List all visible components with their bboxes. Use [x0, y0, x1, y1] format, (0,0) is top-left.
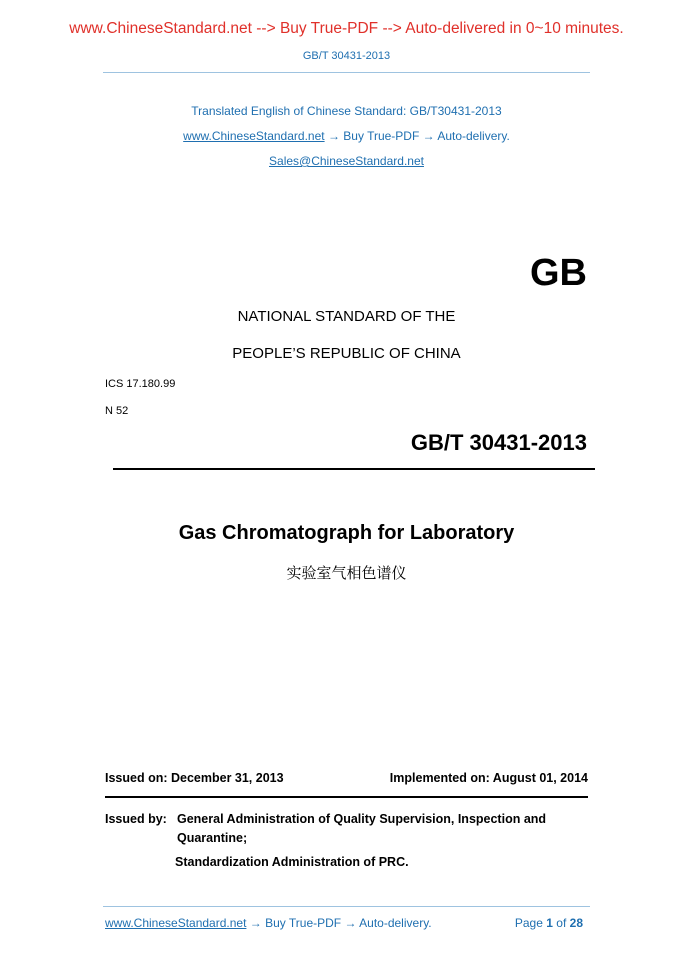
buy-text: Buy True-PDF	[343, 129, 420, 143]
header-standard-code: GB/T 30431-2013	[302, 50, 391, 62]
promo-line	[0, 129, 693, 143]
page-total: 28	[569, 916, 583, 930]
footer-buy-text: Buy True-PDF	[265, 916, 342, 930]
translated-line: Translated English of Chinese Standard: GB/T30431-2013	[191, 104, 502, 118]
arrow-icon: →	[422, 129, 435, 143]
gb-mark: GB	[530, 252, 587, 294]
page-number: 1	[546, 916, 553, 930]
arrow-icon: →	[249, 916, 262, 930]
issued-by-authority-1: General Administration of Quality Supervision, Inspection and	[177, 812, 547, 826]
arrow-icon: →	[327, 129, 340, 143]
title-divider	[113, 468, 595, 470]
document-title-chinese: 实验室气相色谱仪	[286, 564, 407, 582]
implemented-on: Implemented on: August 01, 2014	[389, 771, 588, 785]
header-divider	[103, 72, 590, 73]
issued-by-authority-1-cont: Quarantine;	[177, 831, 248, 845]
issued-by-authority-2: Standardization Administration of PRC.	[175, 855, 409, 869]
arrow-icon: →	[344, 916, 357, 930]
footer-divider	[103, 906, 590, 907]
page-indicator	[515, 916, 583, 930]
auto-delivery-text: Auto-delivery.	[437, 129, 510, 143]
page-label: Page	[514, 916, 543, 930]
of-label: of	[556, 916, 567, 930]
national-standard-line2: PEOPLE’S REPUBLIC OF CHINA	[232, 345, 461, 362]
top-banner[interactable]: www.ChineseStandard.net --> Buy True-PDF --> Auto-delivered in 0~10 minutes.	[69, 20, 624, 37]
footer-promo	[105, 916, 432, 930]
national-standard-line1: NATIONAL STANDARD OF THE	[237, 308, 456, 325]
ics-code: ICS 17.180.99	[105, 378, 176, 390]
site-link[interactable]: www.ChineseStandard.net	[183, 129, 325, 143]
standard-number: GB/T 30431-2013	[410, 430, 587, 455]
issued-by-label: Issued by:	[105, 812, 167, 826]
document-title: Gas Chromatograph for Laboratory	[178, 522, 515, 544]
n-code: N 52	[105, 405, 129, 417]
footer-site-link[interactable]: www.ChineseStandard.net	[105, 916, 247, 930]
footer-auto-text: Auto-delivery.	[359, 916, 432, 930]
dates-divider	[105, 796, 588, 798]
sales-email-link[interactable]: Sales@ChineseStandard.net	[269, 154, 424, 168]
issued-on: Issued on: December 31, 2013	[105, 771, 284, 785]
email-line	[0, 154, 693, 168]
